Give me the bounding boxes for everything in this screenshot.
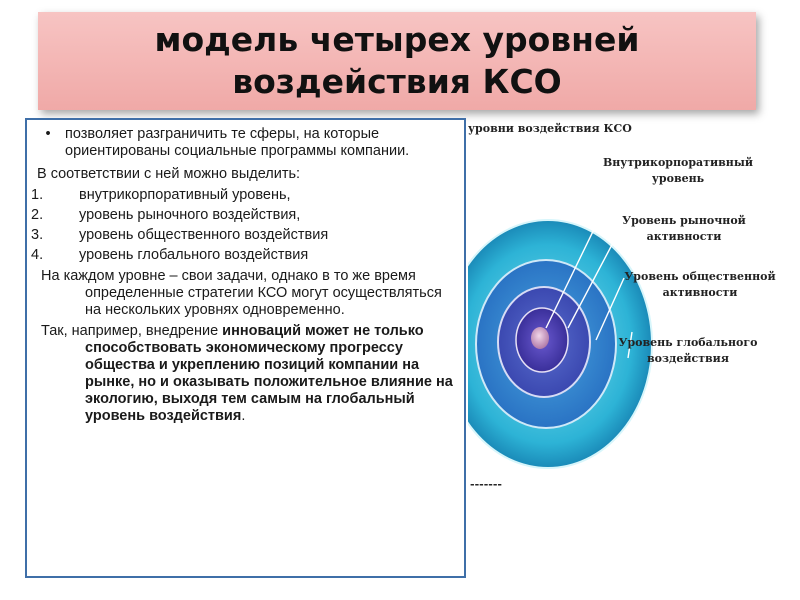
list-label: внутрикорпоративный уровень, xyxy=(79,187,291,203)
paragraph-innovation-lead: Так, например, внедрение xyxy=(41,323,223,339)
list-number: 1. xyxy=(31,187,44,203)
list-number: 3. xyxy=(31,227,44,243)
list-item xyxy=(31,187,456,204)
concentric-circles-diagram xyxy=(468,118,798,498)
diagram-header: уровни воздействия КСО xyxy=(468,122,632,135)
title-banner xyxy=(38,12,756,110)
list-label: уровень глобального воздействия xyxy=(79,247,309,263)
levels-diagram xyxy=(468,118,798,498)
diagram-footer: ------- xyxy=(470,478,502,491)
list-item xyxy=(31,227,456,244)
list-item xyxy=(31,247,456,264)
paragraph-innovation-bold: инноваций может не только способствовать экономическому прогрессу общества и укреплению позиций компании на рынке, но и оказывать положительное влияние на экологию, выходя тем самым на глобальный уровень воздействия xyxy=(85,323,453,424)
paragraph-tasks: На каждом уровне – свои задачи, однако в то же время определенные стратегии КСО могут осуществляться на нескольких уровнях одновременно. xyxy=(41,268,442,318)
core-dot xyxy=(531,327,549,349)
bullet-dot-icon: • xyxy=(45,126,51,142)
list-label: уровень общественного воздействия xyxy=(79,227,329,243)
label-global-1: Уровень глобального xyxy=(618,336,758,349)
bullet-text: позволяет разграничить те сферы, на которые ориентированы социальные программы компании. xyxy=(65,126,410,159)
text-panel xyxy=(25,118,466,578)
label-corporate-2: уровень xyxy=(651,172,705,185)
list-item xyxy=(31,207,456,224)
intro-text: В соответствии с ней можно выделить: xyxy=(37,166,301,182)
paragraph-innovation xyxy=(37,323,456,425)
title-line-1: модель четырех уровней xyxy=(154,20,640,59)
bullet-item xyxy=(31,126,456,160)
list-number: 2. xyxy=(31,207,44,223)
label-global-2: воздействия xyxy=(647,352,729,365)
title-line-2: воздействия КСО xyxy=(232,62,562,101)
label-market-1: Уровень рыночной xyxy=(622,214,746,227)
label-market-2: активности xyxy=(646,230,722,243)
label-corporate-1: Внутрикорпоративный xyxy=(602,156,754,169)
label-public-1: Уровень общественной xyxy=(624,270,776,283)
list-label: уровень рыночного воздействия, xyxy=(79,207,301,223)
label-public-2: активности xyxy=(662,286,738,299)
paragraph-innovation-end: . xyxy=(241,408,246,424)
page-title xyxy=(155,19,640,103)
list-number: 4. xyxy=(31,247,44,263)
